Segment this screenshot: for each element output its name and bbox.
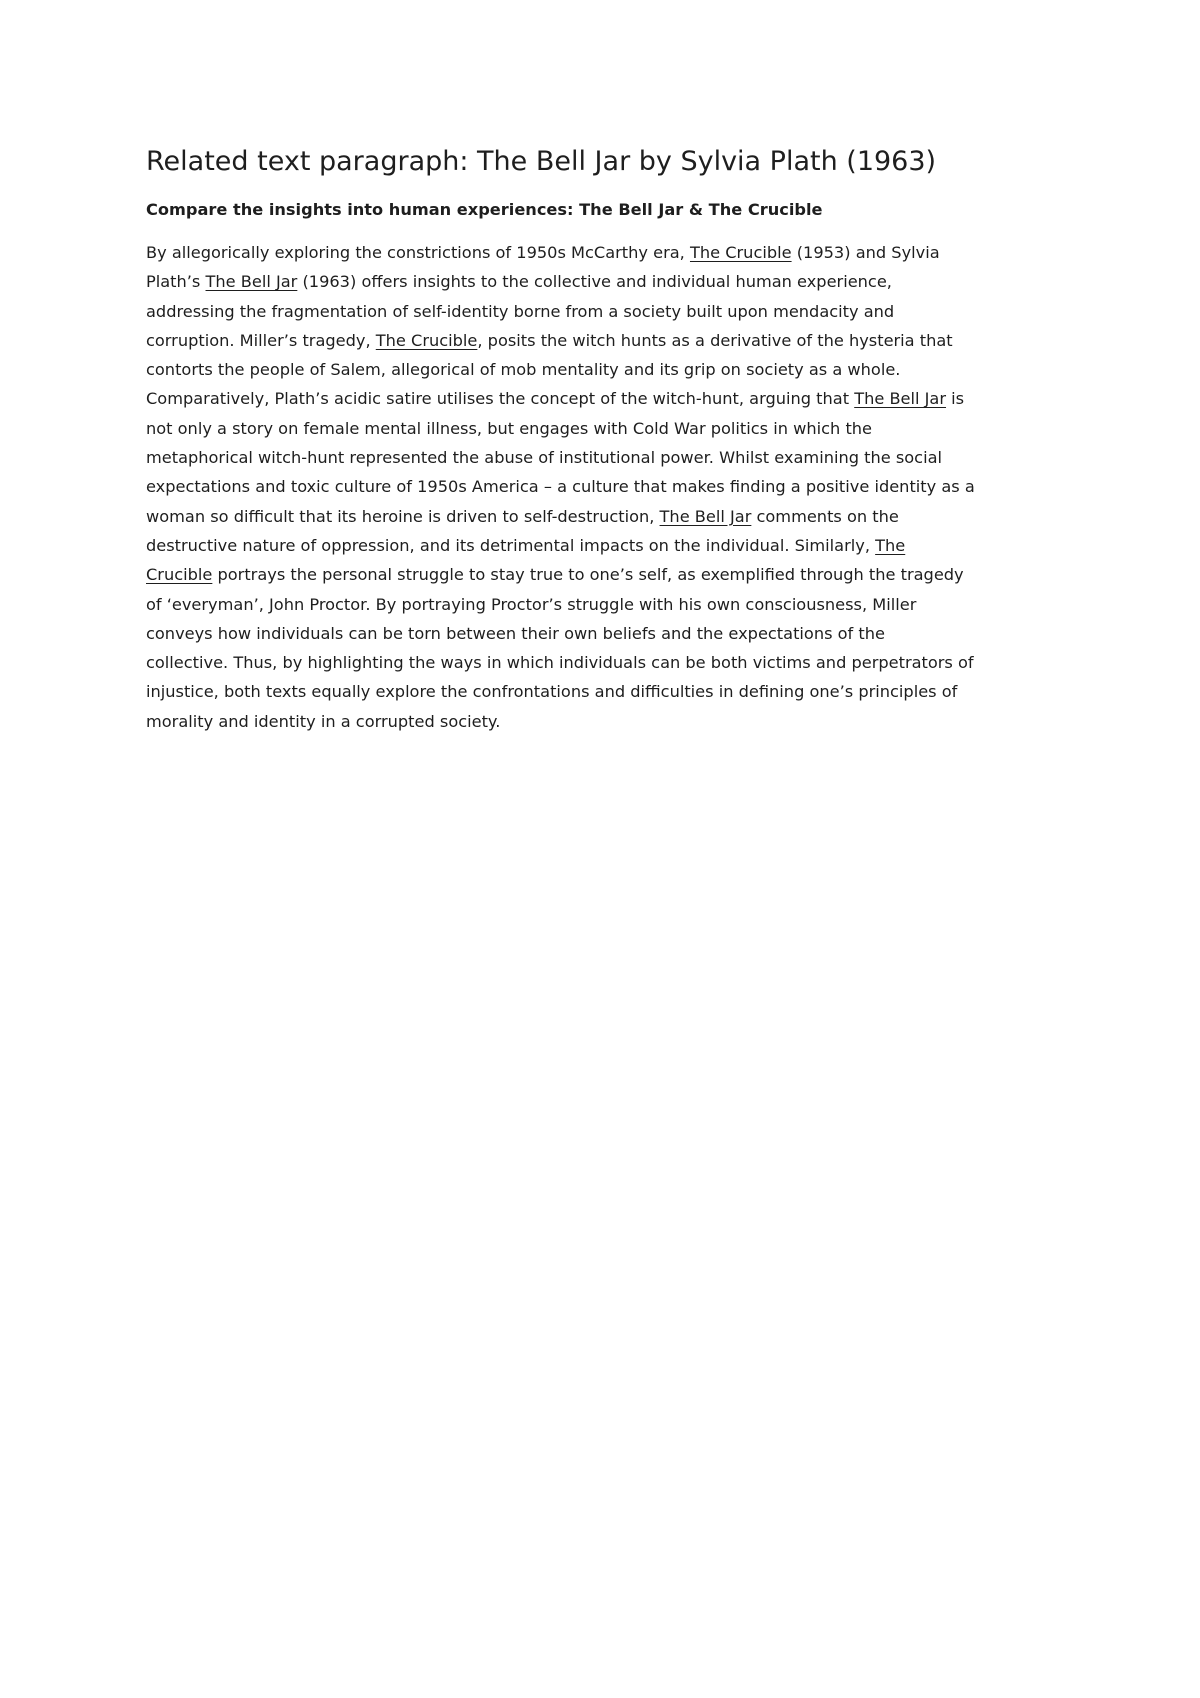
paragraph-line: [146, 619, 1076, 648]
underlined-title: Crucible: [146, 565, 213, 585]
paragraph-line: [146, 326, 1076, 355]
text-run: Comparatively, Plath’s acidic satire utilises the concept of the witch-hunt, arguing that: [146, 389, 855, 409]
underlined-title: The Bell Jar: [854, 389, 947, 409]
text-run: Plath’s: [146, 272, 206, 292]
text-run: is: [946, 389, 965, 409]
paragraph-line: [146, 443, 1076, 472]
text-run: addressing the fragmentation of self-identity borne from a society built upon mendacity and: [146, 301, 895, 321]
paragraph-line: [146, 590, 1076, 619]
body-paragraph: [146, 238, 1076, 736]
text-run: morality and identity in a corrupted society.: [146, 711, 501, 731]
text-run: By allegorically exploring the constrictions of 1950s McCarthy era,: [146, 243, 690, 262]
paragraph-line: [146, 502, 1076, 531]
underlined-title: The Bell Jar: [659, 506, 752, 526]
text-run: corruption. Miller’s tragedy,: [146, 330, 376, 350]
text-run: woman so difficult that its heroine is driven to self-destruction,: [146, 506, 660, 526]
paragraph-line: [146, 297, 1076, 326]
text-run: contorts the people of Salem, allegorical of mob mentality and its grip on society as a whole.: [146, 360, 901, 380]
paragraph-line: [146, 677, 1076, 706]
text-run: conveys how individuals can be torn between their own beliefs and the expectations of the: [146, 623, 885, 643]
document-title: Related text paragraph: The Bell Jar by Sylvia Plath (1963): [146, 146, 937, 177]
text-run: (1963) offers insights to the collective and individual human experience,: [297, 272, 892, 292]
paragraph-line: [146, 384, 1076, 413]
paragraph-line: [146, 238, 1076, 267]
text-run: comments on the: [751, 506, 899, 526]
text-run: destructive nature of oppression, and its detrimental impacts on the individual. Similarly,: [146, 535, 876, 555]
paragraph-line: [146, 707, 1076, 736]
underlined-title: The Crucible: [689, 243, 792, 262]
paragraph-line: [146, 414, 1076, 443]
document-content: [146, 142, 1076, 736]
underlined-title: The: [875, 535, 906, 555]
text-run: injustice, both texts equally explore the confrontations and difficulties in defining one’s principles of: [146, 682, 958, 702]
text-run: (1953) and Sylvia: [791, 243, 940, 262]
text-run: not only a story on female mental illness, but engages with Cold War politics in which the: [146, 418, 873, 438]
paragraph-line: [146, 560, 1076, 589]
text-run: of ‘everyman’, John Proctor. By portraying Proctor’s struggle with his own consciousness, Miller: [146, 594, 917, 614]
paragraph-line: [146, 355, 1076, 384]
paragraph-line: [146, 267, 1076, 296]
text-run: metaphorical witch-hunt represented the abuse of institutional power. Whilst examining the social: [146, 448, 942, 468]
text-run: collective. Thus, by highlighting the ways in which individuals can be both victims and perpetrators of: [146, 653, 974, 673]
text-run: expectations and toxic culture of 1950s America – a culture that makes finding a positive identity as a: [146, 477, 975, 497]
paragraph-line: [146, 472, 1076, 501]
underlined-title: The Bell Jar: [205, 272, 298, 292]
paragraph-line: [146, 648, 1076, 677]
underlined-title: The Crucible: [375, 330, 478, 350]
text-run: portrays the personal struggle to stay true to one’s self, as exemplified through the tragedy: [212, 565, 964, 585]
document-subtitle: Compare the insights into human experiences: The Bell Jar & The Crucible: [146, 200, 823, 219]
paragraph-line: [146, 531, 1076, 560]
text-run: , posits the witch hunts as a derivative of the hysteria that: [477, 330, 953, 350]
